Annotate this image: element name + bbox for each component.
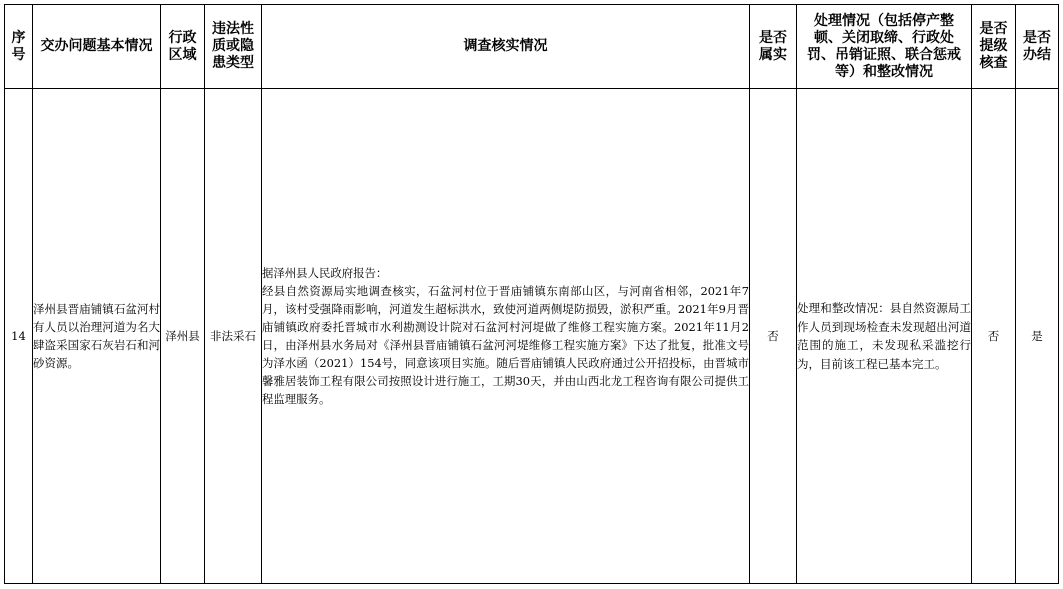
cell-region: 泽州县	[161, 89, 205, 584]
table-row	[5, 89, 1059, 584]
cell-violation-type: 非法采石	[205, 89, 262, 584]
header-is-true: 是否属实	[750, 5, 797, 89]
cell-seq: 14	[5, 89, 33, 584]
header-issue: 交办问题基本情况	[33, 5, 161, 89]
cell-issue: 泽州县晋庙铺镇石盆河村有人员以治理河道为名大肆盗采国家石灰岩石和河砂资源。	[33, 89, 161, 584]
header-seq: 序号	[5, 5, 33, 89]
header-region: 行政区域	[161, 5, 205, 89]
header-investigation: 调查核实情况	[262, 5, 750, 89]
header-row	[5, 5, 1059, 89]
header-violation-type: 违法性质或隐患类型	[205, 5, 262, 89]
header-handling: 处理情况（包括停产整顿、关闭取缔、行政处罚、吊销证照、联合惩戒等）和整改情况	[797, 5, 972, 89]
header-escalate: 是否提级核查	[972, 5, 1016, 89]
cell-is-true: 否	[750, 89, 797, 584]
cell-handling: 处理和整改情况：县自然资源局工作人员到现场检查未发现超出河道范围的施工，未发现私采滥挖行为，目前该工程已基本完工。	[797, 89, 972, 584]
cell-resolved: 是	[1016, 89, 1059, 584]
cell-escalate: 否	[972, 89, 1016, 584]
case-table	[4, 4, 1059, 584]
investigation-body: 经县自然资源局实地调查核实，石盆河村位于晋庙铺镇东南部山区，与河南省相邻，2021年7月，该村受强降雨影响，河道发生超标洪水，致使河道两侧堤防损毁，淤积严重。2021年9月晋庙铺镇政府委托晋城市水利勘测设计院对石盆河村河堤做了维修工程实施方案。2021年11月2日，由泽州县水务局对《泽州县晋庙铺镇石盆河河堤维修工程实施方案》下达了批复，批准文号为泽水函（2021）154号，同意该项目实施。随后晋庙铺镇人民政府通过公开招投标，由晋城市馨雅居装饰工程有限公司按照设计进行施工，工期30天，并由山西北龙工程咨询有限公司提供工程监理服务。	[262, 283, 749, 407]
header-resolved: 是否办结	[1016, 5, 1059, 89]
investigation-intro: 据泽州县人民政府报告：	[262, 265, 388, 280]
cell-investigation	[262, 89, 750, 584]
